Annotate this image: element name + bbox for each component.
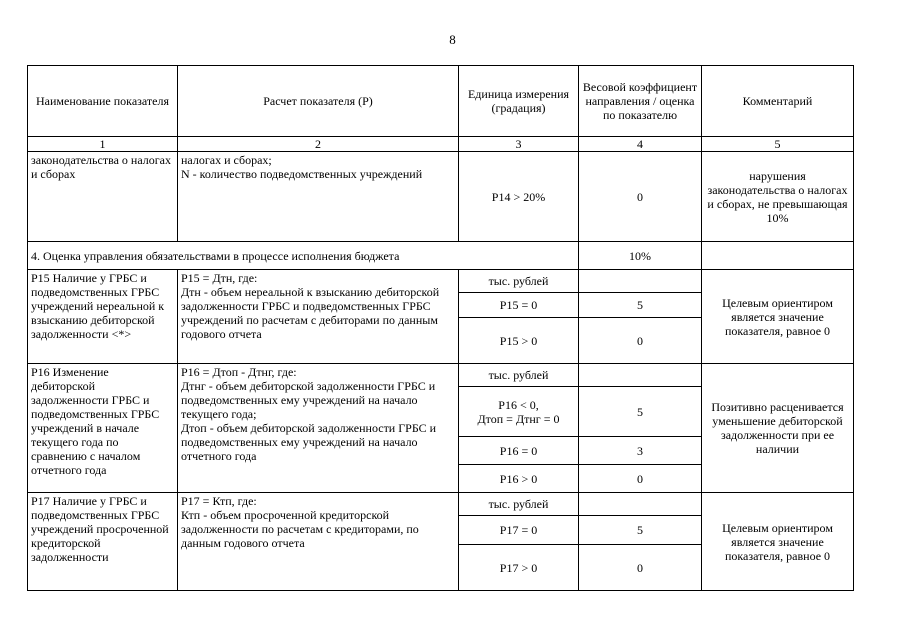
header-unit: Единица измерения (градация) [459, 66, 579, 137]
indicator-calculation-p16: P16 = Дтоп - Дтнг, где: Дтнг - объем дебиторской задолженности ГРБС и подведомственных ему учреждений на начало текущего года; Дтоп - объем дебиторской задолженности ГРБС и подведомственных ему учреждений на начало отчетного года [178, 364, 459, 493]
comment-p17: Целевым ориентиром является значение показателя, равное 0 [702, 493, 854, 591]
indicator-name-p16: P16 Изменение дебиторской задолженности ГРБС и подведомственных ГРБС учреждений в начале текущего года по сравнению с началом отчетного года [28, 364, 178, 493]
header-comment: Комментарий [702, 66, 854, 137]
score: 0 [579, 465, 702, 493]
page-number: 8 [449, 32, 456, 47]
header-name: Наименование показателя [28, 66, 178, 137]
score-empty [579, 493, 702, 516]
score: 0 [579, 545, 702, 591]
table-row [28, 270, 854, 293]
unit-label: тыс. рублей [459, 364, 579, 387]
score: 3 [579, 437, 702, 465]
header-calculation: Расчет показателя (P) [178, 66, 459, 137]
section-weight: 10% [579, 242, 702, 270]
column-number: 2 [178, 137, 459, 152]
comment: нарушения законодательства о налогах и сборах, не превышающая 10% [702, 152, 854, 242]
score: 5 [579, 387, 702, 437]
column-number: 4 [579, 137, 702, 152]
gradation: P14 > 20% [459, 152, 579, 242]
score-empty [579, 270, 702, 293]
gradation: P15 > 0 [459, 318, 579, 364]
table-header-row [28, 66, 854, 137]
column-number: 1 [28, 137, 178, 152]
section-row [28, 242, 854, 270]
score: 0 [579, 152, 702, 242]
column-number: 5 [702, 137, 854, 152]
column-number: 3 [459, 137, 579, 152]
indicator-calculation: налогах и сборах; N - количество подведомственных учреждений [178, 152, 459, 242]
score: 0 [579, 318, 702, 364]
indicator-calculation-p15: P15 = Дтн, где: Дтн - объем нереальной к взысканию дебиторской задолженности ГРБС и подведомственных ГРБС учреждений по расчетам с дебиторами по данным годового отчета [178, 270, 459, 364]
indicator-calculation-p17: P17 = Ктп, где: Ктп - объем просроченной кредиторской задолженности по расчетам с кредиторами, по данным годового отчета [178, 493, 459, 591]
section-title: 4. Оценка управления обязательствами в процессе исполнения бюджета [28, 242, 579, 270]
score: 5 [579, 516, 702, 545]
table-row [28, 493, 854, 516]
gradation: P16 < 0, Дтоп = Дтнг = 0 [459, 387, 579, 437]
indicator-name-p17: P17 Наличие у ГРБС и подведомственных ГРБС учреждений просроченной кредиторской задолженности [28, 493, 178, 591]
indicator-name-p15: P15 Наличие у ГРБС и подведомственных ГРБС учреждений нереальной к взысканию дебиторской задолженности <*> [28, 270, 178, 364]
unit-label: тыс. рублей [459, 270, 579, 293]
gradation: P16 = 0 [459, 437, 579, 465]
section-empty-cell [702, 242, 854, 270]
column-numbers-row [28, 137, 854, 152]
table-row [28, 364, 854, 387]
comment-p16: Позитивно расценивается уменьшение дебиторской задолженности при ее наличии [702, 364, 854, 493]
indicator-name: законодательства о налогах и сборах [28, 152, 178, 242]
gradation: P17 = 0 [459, 516, 579, 545]
gradation: P16 > 0 [459, 465, 579, 493]
header-weight: Весовой коэффициент направления / оценка по показателю [579, 66, 702, 137]
indicators-table [27, 65, 854, 591]
table-row [28, 152, 854, 242]
comment-p15: Целевым ориентиром является значение показателя, равное 0 [702, 270, 854, 364]
gradation: P17 > 0 [459, 545, 579, 591]
score-empty [579, 364, 702, 387]
gradation: P15 = 0 [459, 293, 579, 318]
score: 5 [579, 293, 702, 318]
unit-label: тыс. рублей [459, 493, 579, 516]
